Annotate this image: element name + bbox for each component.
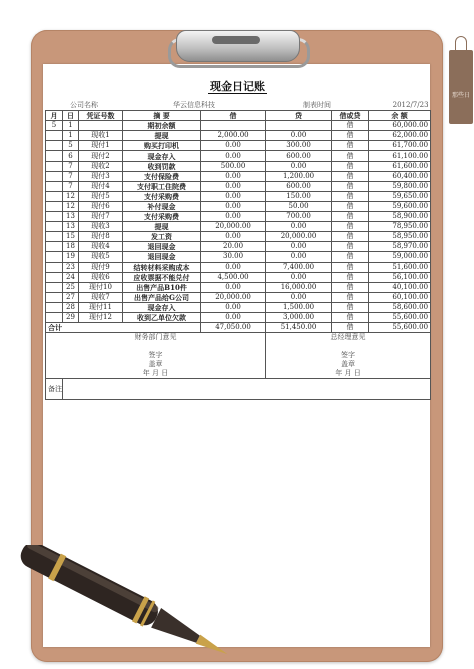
cell-day: 1	[63, 131, 79, 141]
cell-voucher: 现付2	[79, 151, 123, 161]
table-row	[46, 282, 431, 292]
cell-voucher: 现付12	[79, 312, 123, 322]
cell-summary: 应收票据不能兑付	[123, 272, 201, 282]
seal-row	[46, 360, 431, 369]
blank-row-left	[46, 342, 266, 351]
table-row	[46, 151, 431, 161]
table-row	[46, 181, 431, 191]
cell-debit: 0.00	[201, 181, 266, 191]
cell-balance: 55,600.00	[369, 312, 431, 322]
cell-balance: 60,100.00	[369, 292, 431, 302]
cell-voucher: 现付4	[79, 181, 123, 191]
cell-summary: 现金存入	[123, 151, 201, 161]
table-row	[46, 191, 431, 201]
company-value: 华云信息科技	[123, 101, 266, 111]
cell-debit: 500.00	[201, 161, 266, 171]
cell-balance: 61,700.00	[369, 141, 431, 151]
total-credit: 51,450.00	[266, 323, 332, 333]
cell-day: 25	[63, 282, 79, 292]
cell-day: 15	[63, 232, 79, 242]
col-day: 日	[63, 111, 79, 121]
table-row	[46, 121, 431, 131]
cell-direction: 借	[332, 272, 369, 282]
cell-credit: 3,000.00	[266, 312, 332, 322]
table-row	[46, 161, 431, 171]
cell-balance: 60,400.00	[369, 171, 431, 181]
cell-debit: 0.00	[201, 141, 266, 151]
cell-voucher: 现收5	[79, 252, 123, 262]
cell-direction: 借	[332, 151, 369, 161]
cell-debit: 20,000.00	[201, 222, 266, 232]
cell-credit: 0.00	[266, 242, 332, 252]
cell-summary: 退回现金	[123, 252, 201, 262]
cell-balance: 60,000.00	[369, 121, 431, 131]
cell-day: 7	[63, 181, 79, 191]
cell-summary: 收到乙单位欠款	[123, 312, 201, 322]
cell-debit: 0.00	[201, 212, 266, 222]
cell-direction: 借	[332, 141, 369, 151]
table-row	[46, 312, 431, 322]
cell-month	[46, 161, 63, 171]
cell-voucher: 现付5	[79, 191, 123, 201]
cell-credit: 16,000.00	[266, 282, 332, 292]
cell-day: 12	[63, 201, 79, 211]
cell-balance: 59,800.00	[369, 181, 431, 191]
total-debit: 47,050.00	[201, 323, 266, 333]
cell-balance: 58,600.00	[369, 302, 431, 312]
cell-summary: 结转材料采购成本	[123, 262, 201, 272]
cell-credit: 600.00	[266, 151, 332, 161]
opinion-row-right: 总经理意见	[266, 333, 431, 343]
cell-debit: 30.00	[201, 252, 266, 262]
cell-balance: 59,600.00	[369, 201, 431, 211]
cell-debit: 0.00	[201, 191, 266, 201]
cell-direction: 借	[332, 242, 369, 252]
col-month: 月	[46, 111, 63, 121]
company-label: 公司名称	[46, 101, 123, 111]
table-row	[46, 292, 431, 302]
cell-day: 19	[63, 252, 79, 262]
cell-direction: 借	[332, 191, 369, 201]
cell-summary: 出售产品给G公司	[123, 292, 201, 302]
cell-balance: 58,950.00	[369, 232, 431, 242]
cell-voucher: 现付11	[79, 302, 123, 312]
clipboard-clip-icon	[168, 30, 306, 64]
cell-credit: 50.00	[266, 201, 332, 211]
date-row-left: 年 月 日	[46, 369, 266, 379]
cell-credit: 0.00	[266, 292, 332, 302]
cell-voucher: 现付1	[79, 141, 123, 151]
table-row	[46, 141, 431, 151]
page-title: 现金日记账	[210, 80, 265, 93]
cell-voucher: 现收4	[79, 242, 123, 252]
table-row	[46, 201, 431, 211]
cell-debit: 0.00	[201, 171, 266, 181]
cell-credit: 0.00	[266, 222, 332, 232]
cell-credit: 1,500.00	[266, 302, 332, 312]
sign-row-left: 签字	[46, 351, 266, 360]
cell-balance: 62,000.00	[369, 131, 431, 141]
col-debit: 借	[201, 111, 266, 121]
cell-month	[46, 282, 63, 292]
table-row	[46, 242, 431, 252]
cell-voucher: 现付8	[79, 232, 123, 242]
seal-row-right: 盖章	[266, 360, 431, 369]
cell-summary: 发工资	[123, 232, 201, 242]
cell-voucher: 现收2	[79, 161, 123, 171]
table-row	[46, 302, 431, 312]
col-summary: 摘 要	[123, 111, 201, 121]
cell-month	[46, 242, 63, 252]
cell-debit: 0.00	[201, 151, 266, 161]
cell-direction: 借	[332, 212, 369, 222]
cell-voucher: 现收1	[79, 131, 123, 141]
cell-month	[46, 232, 63, 242]
table-row	[46, 131, 431, 141]
header-row	[46, 111, 431, 121]
cell-balance: 61,100.00	[369, 151, 431, 161]
cell-month	[46, 131, 63, 141]
seal-row-left: 盖章	[46, 360, 266, 369]
cell-voucher: 现付9	[79, 262, 123, 272]
cell-credit: 0.00	[266, 252, 332, 262]
cell-voucher: 现收7	[79, 292, 123, 302]
cell-day: 6	[63, 151, 79, 161]
remark-row	[46, 379, 431, 400]
cell-credit: 1,200.00	[266, 171, 332, 181]
table-row	[46, 262, 431, 272]
cell-direction: 借	[332, 292, 369, 302]
cell-direction: 借	[332, 171, 369, 181]
cell-voucher: 现付7	[79, 212, 123, 222]
cell-debit: 0.00	[201, 302, 266, 312]
col-credit: 贷	[266, 111, 332, 121]
cell-voucher: 现付3	[79, 171, 123, 181]
cell-credit: 7,400.00	[266, 262, 332, 272]
cell-month	[46, 262, 63, 272]
cell-summary: 收到罚款	[123, 161, 201, 171]
col-balance: 余 额	[369, 111, 431, 121]
cell-day: 7	[63, 171, 79, 181]
cell-balance: 61,600.00	[369, 161, 431, 171]
cell-voucher: 现收3	[79, 222, 123, 232]
cell-debit: 0.00	[201, 232, 266, 242]
date-row	[46, 369, 431, 379]
remark-label: 备注	[46, 379, 63, 400]
cell-balance: 59,000.00	[369, 252, 431, 262]
hang-tag-icon	[447, 36, 473, 126]
total-row	[46, 323, 431, 333]
cell-debit: 0.00	[201, 262, 266, 272]
cell-debit: 20,000.00	[201, 292, 266, 302]
cell-summary: 支付保险费	[123, 171, 201, 181]
cell-month	[46, 312, 63, 322]
cell-direction: 借	[332, 282, 369, 292]
cell-summary: 支付采购费	[123, 212, 201, 222]
cell-voucher: 现付6	[79, 201, 123, 211]
cell-month	[46, 201, 63, 211]
cell-direction: 借	[332, 201, 369, 211]
cell-month	[46, 212, 63, 222]
cell-month	[46, 191, 63, 201]
cell-month	[46, 302, 63, 312]
cell-credit: 600.00	[266, 181, 332, 191]
cell-voucher	[79, 121, 123, 131]
table-row	[46, 252, 431, 262]
table-row	[46, 272, 431, 282]
cell-month	[46, 222, 63, 232]
cell-direction: 借	[332, 222, 369, 232]
cell-direction: 借	[332, 262, 369, 272]
blank-row	[46, 342, 431, 351]
cell-debit	[201, 121, 266, 131]
blank-row-right	[266, 342, 431, 351]
cell-credit: 700.00	[266, 212, 332, 222]
cell-credit: 300.00	[266, 141, 332, 151]
cell-summary: 支付采购费	[123, 191, 201, 201]
cell-summary: 提现	[123, 131, 201, 141]
cell-balance: 78,950.00	[369, 222, 431, 232]
cell-day: 27	[63, 292, 79, 302]
cell-voucher: 现收6	[79, 272, 123, 282]
cell-summary: 出售产品B10件	[123, 282, 201, 292]
cell-direction: 借	[332, 312, 369, 322]
cell-direction: 借	[332, 161, 369, 171]
cell-direction: 借	[332, 302, 369, 312]
meta-row	[46, 101, 431, 111]
table-row	[46, 222, 431, 232]
col-direction: 借或贷	[332, 111, 369, 121]
remark-value	[63, 379, 431, 400]
cell-credit	[266, 121, 332, 131]
cell-day: 23	[63, 262, 79, 272]
cell-debit: 0.00	[201, 201, 266, 211]
cell-summary: 期初余额	[123, 121, 201, 131]
date-row-right: 年 月 日	[266, 369, 431, 379]
cell-credit: 20,000.00	[266, 232, 332, 242]
cell-month	[46, 272, 63, 282]
cell-summary: 补付现金	[123, 201, 201, 211]
cell-balance: 58,970.00	[369, 242, 431, 252]
cell-day: 1	[63, 121, 79, 131]
hang-tag-text: 那些日	[451, 92, 470, 99]
cell-month	[46, 141, 63, 151]
cell-debit: 20.00	[201, 242, 266, 252]
cell-balance: 51,600.00	[369, 262, 431, 272]
cell-direction: 借	[332, 121, 369, 131]
cell-credit: 0.00	[266, 272, 332, 282]
cell-summary: 提现	[123, 222, 201, 232]
cell-balance: 58,900.00	[369, 212, 431, 222]
total-balance: 55,600.00	[369, 323, 431, 333]
sign-row	[46, 351, 431, 360]
cell-summary: 支付职工住院费	[123, 181, 201, 191]
cell-day: 13	[63, 212, 79, 222]
date-label: 制表时间	[266, 101, 369, 111]
cell-debit: 0.00	[201, 282, 266, 292]
cell-debit: 4,500.00	[201, 272, 266, 282]
cell-direction: 借	[332, 181, 369, 191]
cell-day: 5	[63, 141, 79, 151]
cell-day: 18	[63, 242, 79, 252]
cell-direction: 借	[332, 232, 369, 242]
cell-balance: 59,650.00	[369, 191, 431, 201]
cell-day: 28	[63, 302, 79, 312]
opinion-row	[46, 333, 431, 343]
cell-day: 29	[63, 312, 79, 322]
cell-debit: 2,000.00	[201, 131, 266, 141]
cell-balance: 56,100.00	[369, 272, 431, 282]
cell-day: 24	[63, 272, 79, 282]
cell-month: 5	[46, 121, 63, 131]
opinion-row-left: 财务部门意见	[46, 333, 266, 343]
table-row	[46, 212, 431, 222]
date-value: 2012/7/23	[369, 101, 431, 111]
cell-month	[46, 252, 63, 262]
cell-month	[46, 151, 63, 161]
total-label: 合计	[46, 323, 201, 333]
fountain-pen-icon	[0, 545, 260, 669]
cell-day: 12	[63, 191, 79, 201]
cell-direction: 借	[332, 131, 369, 141]
cell-summary: 现金存入	[123, 302, 201, 312]
cell-credit: 0.00	[266, 131, 332, 141]
cell-summary: 购买打印机	[123, 141, 201, 151]
cell-credit: 150.00	[266, 191, 332, 201]
sign-row-right: 签字	[266, 351, 431, 360]
col-voucher: 凭证号数	[79, 111, 123, 121]
cash-journal-table	[45, 101, 431, 400]
cell-credit: 0.00	[266, 161, 332, 171]
cell-balance: 40,100.00	[369, 282, 431, 292]
cell-voucher: 现付10	[79, 282, 123, 292]
cell-month	[46, 171, 63, 181]
total-direction: 借	[332, 323, 369, 333]
cell-direction: 借	[332, 252, 369, 262]
cell-day: 13	[63, 222, 79, 232]
table-row	[46, 171, 431, 181]
cell-summary: 退回现金	[123, 242, 201, 252]
cell-month	[46, 292, 63, 302]
cell-debit: 0.00	[201, 312, 266, 322]
cell-day: 7	[63, 161, 79, 171]
table-row	[46, 232, 431, 242]
cell-month	[46, 181, 63, 191]
